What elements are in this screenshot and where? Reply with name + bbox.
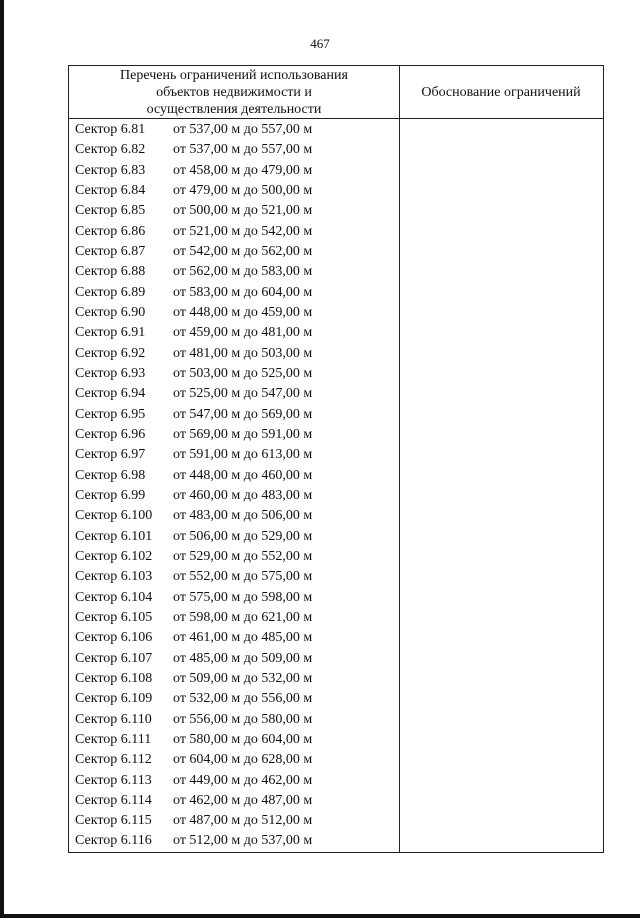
range-value: от 556,00 м до 580,00 м xyxy=(173,711,313,727)
range-value: от 448,00 м до 460,00 м xyxy=(173,467,313,483)
sector-label: Сектор 6.97 xyxy=(75,447,146,463)
range-value: от 448,00 м до 459,00 м xyxy=(173,304,313,320)
table-row xyxy=(69,283,399,303)
table-row xyxy=(69,445,399,465)
sector-label: Сектор 6.114 xyxy=(75,792,152,808)
range-value: от 487,00 м до 512,00 м xyxy=(173,813,313,829)
table-row xyxy=(69,181,399,201)
table-row xyxy=(69,547,399,567)
sector-label: Сектор 6.81 xyxy=(75,122,146,137)
range-value: от 529,00 м до 552,00 м xyxy=(173,548,313,564)
sector-label: Сектор 6.85 xyxy=(75,203,146,219)
range-value: от 485,00 м до 509,00 м xyxy=(173,650,313,666)
sector-label: Сектор 6.92 xyxy=(75,345,146,361)
table-row xyxy=(69,689,399,709)
table-row xyxy=(69,140,399,160)
table-row xyxy=(69,771,399,791)
range-value: от 509,00 м до 532,00 м xyxy=(173,670,313,686)
header-line-3: осуществления деятельности xyxy=(146,102,322,117)
table-header xyxy=(69,66,603,119)
range-value: от 542,00 м до 562,00 м xyxy=(173,243,313,259)
range-value: от 604,00 м до 628,00 м xyxy=(173,752,313,768)
range-value: от 537,00 м до 557,00 м xyxy=(173,142,313,158)
scan-left-edge xyxy=(0,0,4,918)
range-value: от 562,00 м до 583,00 м xyxy=(173,264,313,280)
range-value: от 512,00 м до 537,00 м xyxy=(173,833,313,849)
sector-label: Сектор 6.101 xyxy=(75,528,153,544)
header-restrictions-list xyxy=(69,66,399,119)
sector-label: Сектор 6.102 xyxy=(75,548,153,564)
range-value: от 537,00 м до 557,00 м xyxy=(173,122,313,137)
sector-label: Сектор 6.82 xyxy=(75,142,146,158)
sector-label: Сектор 6.98 xyxy=(75,467,146,483)
table-row xyxy=(69,588,399,608)
range-value: от 552,00 м до 575,00 м xyxy=(173,569,313,585)
header-line-1: Перечень ограничений использования xyxy=(120,68,348,83)
sector-label: Сектор 6.95 xyxy=(75,406,146,422)
range-value: от 591,00 м до 613,00 м xyxy=(173,447,313,463)
sector-label: Сектор 6.116 xyxy=(75,833,152,849)
sector-label: Сектор 6.110 xyxy=(75,711,152,727)
sector-label: Сектор 6.90 xyxy=(75,304,146,320)
sector-label: Сектор 6.91 xyxy=(75,325,146,341)
table-row xyxy=(69,831,399,851)
table-row xyxy=(69,405,399,425)
sector-label: Сектор 6.112 xyxy=(75,752,152,768)
table-row xyxy=(69,811,399,831)
sector-label: Сектор 6.104 xyxy=(75,589,153,605)
range-value: от 460,00 м до 483,00 м xyxy=(173,487,313,503)
table-row xyxy=(69,262,399,282)
range-value: от 449,00 м до 462,00 м xyxy=(173,772,313,788)
table-row xyxy=(69,425,399,445)
header-line-2: объектов недвижимости и xyxy=(156,85,312,100)
sector-label: Сектор 6.99 xyxy=(75,487,146,503)
sector-label: Сектор 6.106 xyxy=(75,630,153,646)
range-value: от 483,00 м до 506,00 м xyxy=(173,508,313,524)
table-row xyxy=(69,364,399,384)
range-value: от 503,00 м до 525,00 м xyxy=(173,365,313,381)
sector-label: Сектор 6.108 xyxy=(75,670,153,686)
table-row xyxy=(69,628,399,648)
sector-label: Сектор 6.111 xyxy=(75,731,152,747)
table-body xyxy=(69,120,399,852)
sector-label: Сектор 6.87 xyxy=(75,243,146,259)
sector-label: Сектор 6.88 xyxy=(75,264,146,280)
range-value: от 481,00 м до 503,00 м xyxy=(173,345,313,361)
table-row xyxy=(69,161,399,181)
table-row xyxy=(69,303,399,323)
scan-bottom-edge xyxy=(0,914,640,918)
range-value: от 525,00 м до 547,00 м xyxy=(173,386,313,402)
table-row xyxy=(69,730,399,750)
sector-label: Сектор 6.93 xyxy=(75,365,146,381)
range-value: от 506,00 м до 529,00 м xyxy=(173,528,313,544)
table-row xyxy=(69,567,399,587)
table-row xyxy=(69,222,399,242)
table-row xyxy=(69,384,399,404)
table-row xyxy=(69,791,399,811)
range-value: от 598,00 м до 621,00 м xyxy=(173,609,313,625)
range-value: от 458,00 м до 479,00 м xyxy=(173,162,313,178)
page-number: 467 xyxy=(310,36,330,51)
sector-label: Сектор 6.105 xyxy=(75,609,153,625)
sector-label: Сектор 6.100 xyxy=(75,508,153,524)
sector-label: Сектор 6.89 xyxy=(75,284,146,300)
table-row xyxy=(69,466,399,486)
sector-label: Сектор 6.83 xyxy=(75,162,146,178)
range-value: от 459,00 м до 481,00 м xyxy=(173,325,313,341)
range-value: от 500,00 м до 521,00 м xyxy=(173,203,313,219)
sector-label: Сектор 6.115 xyxy=(75,813,152,829)
range-value: от 580,00 м до 604,00 м xyxy=(173,731,313,747)
table-row xyxy=(69,120,399,140)
range-value: от 583,00 м до 604,00 м xyxy=(173,284,313,300)
table-row xyxy=(69,527,399,547)
range-value: от 575,00 м до 598,00 м xyxy=(173,589,313,605)
sector-label: Сектор 6.84 xyxy=(75,182,146,198)
table-row xyxy=(69,323,399,343)
column-divider xyxy=(399,66,400,852)
range-value: от 547,00 м до 569,00 м xyxy=(173,406,313,422)
range-value: от 462,00 м до 487,00 м xyxy=(173,792,313,808)
range-value: от 569,00 м до 591,00 м xyxy=(173,426,313,442)
table-row xyxy=(69,344,399,364)
range-value: от 521,00 м до 542,00 м xyxy=(173,223,313,239)
sector-label: Сектор 6.96 xyxy=(75,426,146,442)
table-row xyxy=(69,750,399,770)
sector-label: Сектор 6.109 xyxy=(75,691,153,707)
sector-label: Сектор 6.94 xyxy=(75,386,146,402)
table-row xyxy=(69,486,399,506)
sector-label: Сектор 6.113 xyxy=(75,772,152,788)
range-value: от 461,00 м до 485,00 м xyxy=(173,630,313,646)
table-row xyxy=(69,710,399,730)
sector-label: Сектор 6.103 xyxy=(75,569,153,585)
range-value: от 479,00 м до 500,00 м xyxy=(173,182,313,198)
table-row xyxy=(69,649,399,669)
range-value: от 532,00 м до 556,00 м xyxy=(173,691,313,707)
table-row xyxy=(69,201,399,221)
restrictions-table xyxy=(68,65,604,853)
table-row xyxy=(69,506,399,526)
header-justification: Обоснование ограничений xyxy=(421,85,581,100)
table-row xyxy=(69,242,399,262)
sector-label: Сектор 6.107 xyxy=(75,650,153,666)
table-row xyxy=(69,669,399,689)
sector-label: Сектор 6.86 xyxy=(75,223,146,239)
table-row xyxy=(69,608,399,628)
